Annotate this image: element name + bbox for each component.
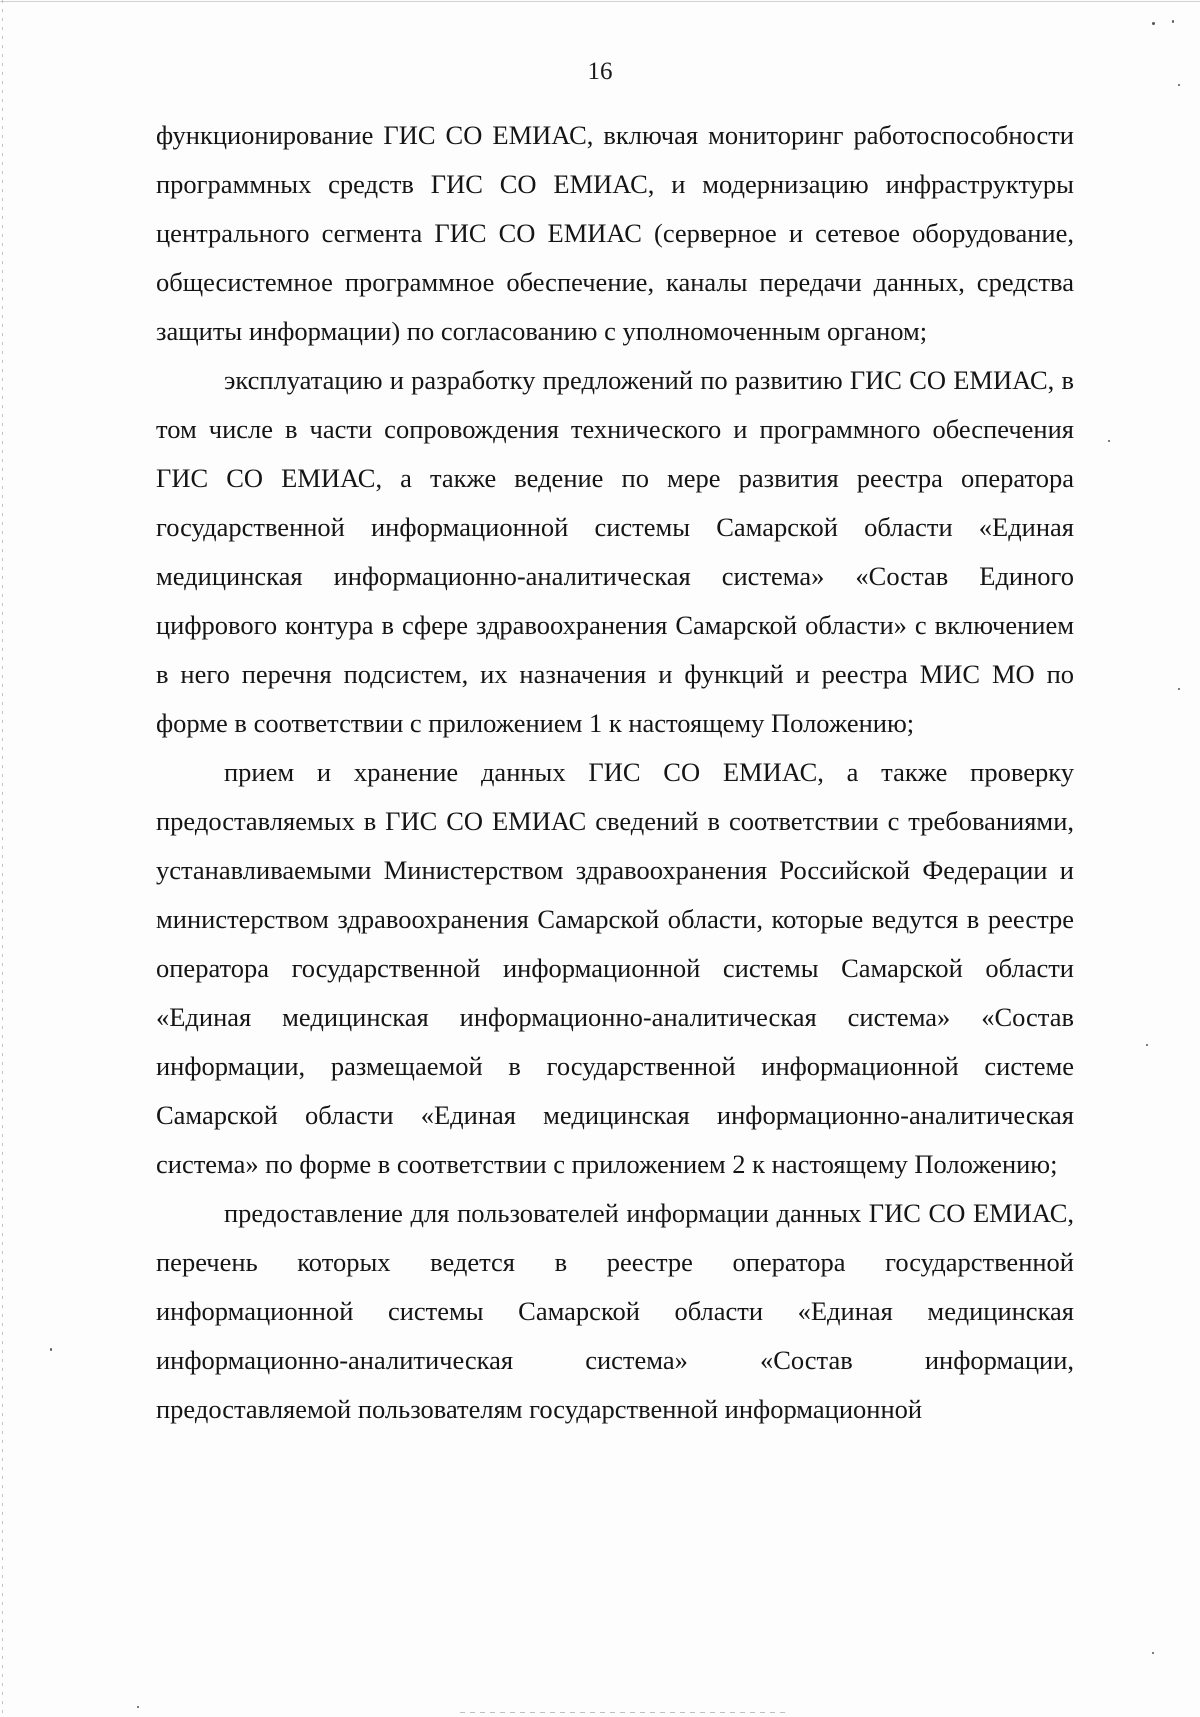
paragraph-data-storage: прием и хранение данных ГИС СО ЕМИАС, а также проверку предоставляемых в ГИС СО ЕМИАС сведений в соответствии с требованиями, устанавливаемыми Министерством здравоохранения Российской Федерации и министерством здравоохранения Самарской области, которые ведутся в реестре оператора государственной информационной системы Самарской области «Единая медицинская информационно-аналитическая система» «Состав информации, размещаемой в государственной информационной системе Самарской области «Единая медицинская информационно-аналитическая система» по форме в соответствии с приложением 2 к настоящему Положению;: [156, 757, 1074, 1179]
paragraph-user-access: предоставление для пользователей информации данных ГИС СО ЕМИАС, перечень которых ведется в реестре оператора государственной информационной системы Самарской области «Единая медицинская информационно-аналитическая система» «Состав информации, предоставляемой пользователям государственной информационной: [156, 1198, 1074, 1424]
scan-edge-bottom: [460, 1712, 790, 1713]
paragraph-operation: эксплуатацию и разработку предложений по развитию ГИС СО ЕМИАС, в том числе в части сопровождения технического и программного обеспечения ГИС СО ЕМИАС, а также ведение по мере развития реестра оператора государственной информационной системы Самарской области «Единая медицинская информационно-аналитическая система» «Состав Единого цифрового контура в сфере здравоохранения Самарской области» с включением в него перечня подсистем, их назначения и функций и реестра МИС МО по форме в соответствии с приложением 1 к настоящему Положению;: [156, 365, 1074, 738]
page-number: 16: [587, 58, 613, 85]
scan-edge-left: [2, 0, 3, 1717]
scan-speck: [1152, 22, 1155, 25]
scan-speck: [50, 1348, 52, 1351]
scan-speck: [1178, 688, 1180, 690]
scan-edge-top: [0, 1, 1200, 2]
scan-speck: [1146, 1044, 1148, 1046]
paragraph-functioning: функционирование ГИС СО ЕМИАС, включая мониторинг работоспособности программных средств ГИС СО ЕМИАС, и модернизацию инфраструктуры центрального сегмента ГИС СО ЕМИАС (серверное и сетевое оборудование, общесистемное программное обеспечение, каналы передачи данных, средства защиты информации) по согласованию с уполномоченным органом;: [156, 120, 1074, 346]
scan-speck: [1152, 1652, 1154, 1654]
scan-speck: [1172, 20, 1174, 23]
scan-speck: [137, 1706, 139, 1708]
body-text: [156, 111, 1074, 1434]
scan-speck: [1108, 440, 1110, 442]
